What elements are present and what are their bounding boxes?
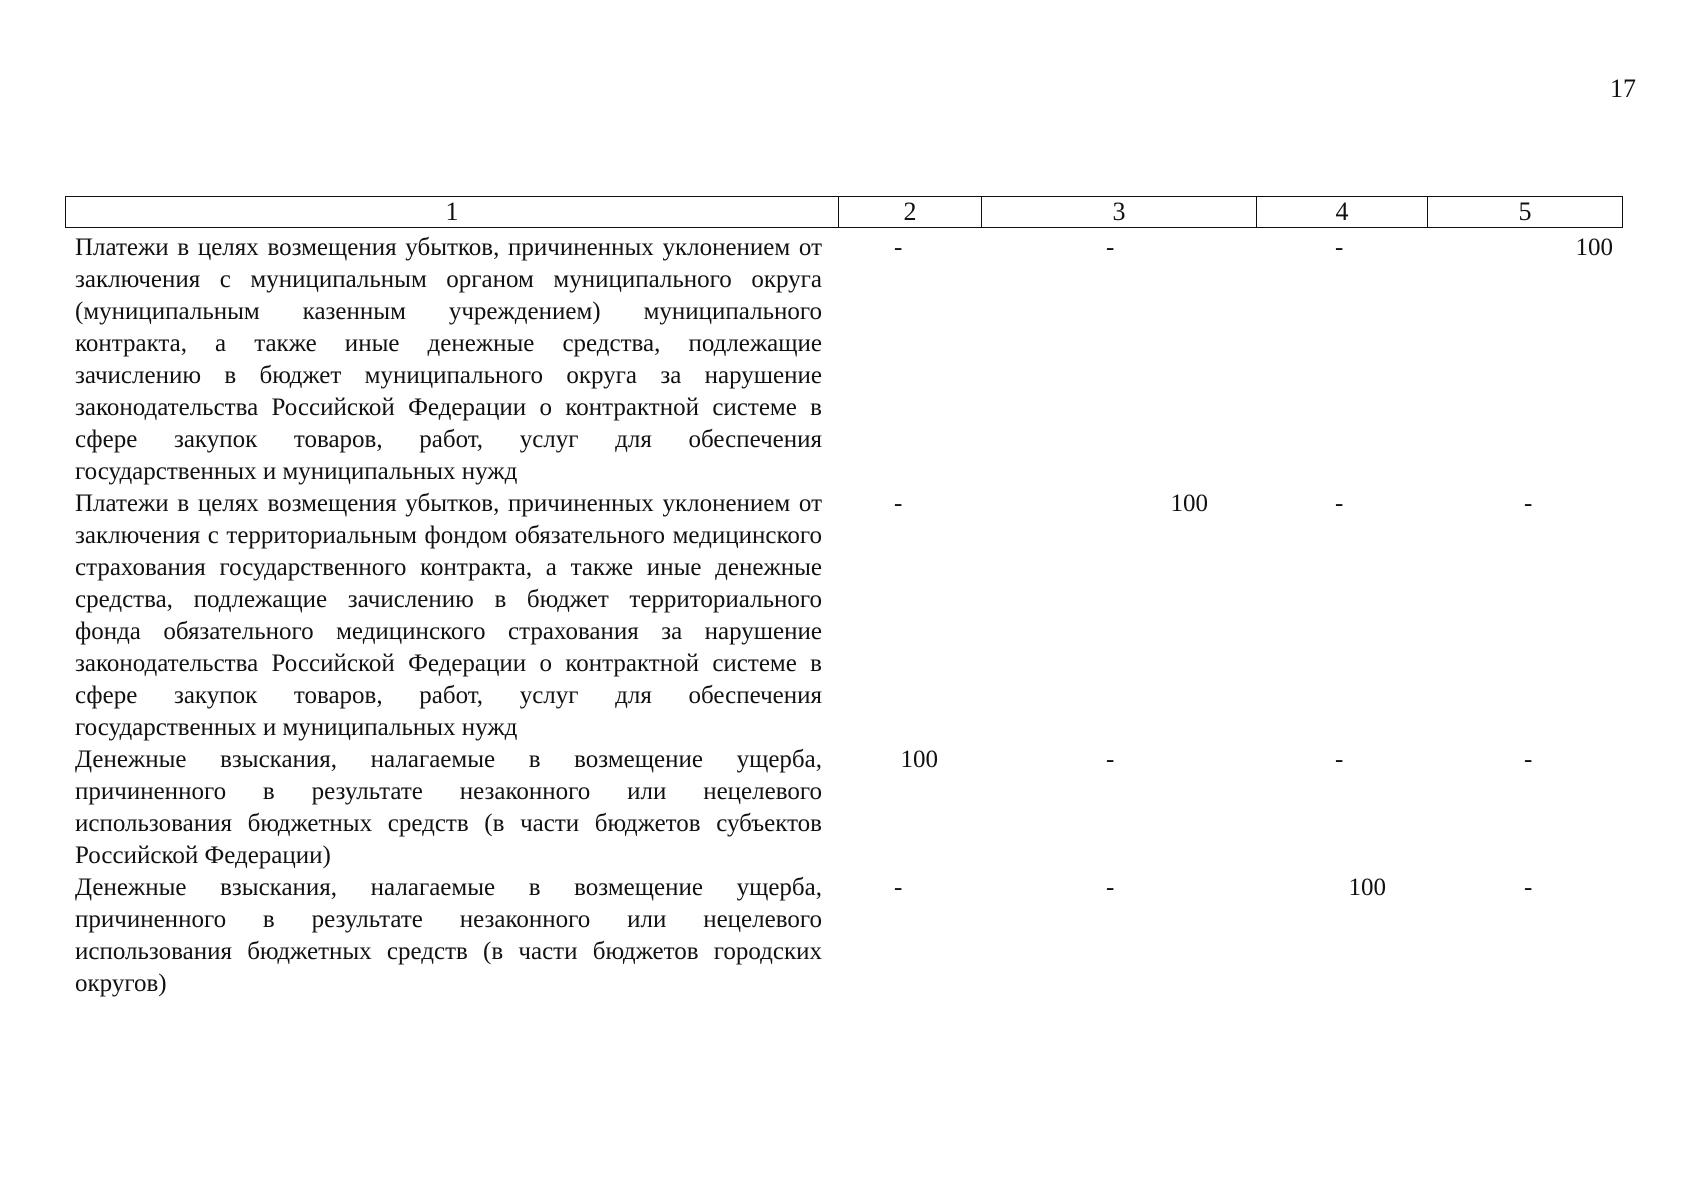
row-description: Платежи в целях возмещения убытков, причиненных уклонением от заключения с территориальным фондом обязательного медицинского страхования государственного контракта, а также иные денежные средства, подлежащие зачислению в бюджет территориального фонда обязательного медицинского страхования за нарушение законодательства Российской Федерации о контрактной системе в сфере закупок товаров, работ, услуг для обеспечения государственных и муниципальных нужд [75, 490, 822, 741]
row-cell-col4: - [1335, 234, 1344, 261]
header-cell-2: 2 [838, 197, 981, 227]
header-cell-5: 5 [1427, 197, 1622, 227]
row-cell-col5: - [1524, 746, 1533, 773]
row-cell-col5: 100 [1575, 234, 1613, 261]
row-cell-col2: - [894, 490, 903, 517]
row-cell-col5: - [1524, 490, 1533, 517]
table-row [65, 488, 1623, 744]
page-number: 17 [1610, 74, 1636, 103]
row-cell-col5: - [1524, 874, 1533, 901]
row-cell-col2: - [894, 874, 903, 901]
row-cell-col3: - [1106, 746, 1115, 773]
table-row [65, 744, 1623, 872]
row-cell-col4: - [1335, 746, 1344, 773]
table-row [65, 232, 1623, 488]
header-cell-1: 1 [445, 197, 459, 226]
table-row [65, 872, 1623, 1000]
row-cell-col3: - [1106, 874, 1115, 901]
row-description: Платежи в целях возмещения убытков, причиненных уклонением от заключения с муниципальным органом муниципального округа (муниципальным казенным учреждением) муниципального контракта, а также иные денежные средства, подлежащие зачислению в бюджет муниципального округа за нарушение законодательства Российской Федерации о контрактной системе в сфере закупок товаров, работ, услуг для обеспечения государственных и муниципальных нужд [75, 234, 822, 485]
row-description: Денежные взыскания, налагаемые в возмещение ущерба, причиненного в результате незаконного или нецелевого использования бюджетных средств (в части бюджетов субъектов Российской Федерации) [75, 746, 822, 869]
row-cell-col4: - [1335, 490, 1344, 517]
row-cell-col2: - [894, 234, 903, 261]
row-cell-col3: - [1106, 234, 1115, 261]
row-cell-col2: 100 [900, 746, 938, 773]
header-cell-4: 4 [1256, 197, 1427, 227]
row-cell-col3: 100 [1170, 490, 1208, 517]
row-description: Денежные взыскания, налагаемые в возмещение ущерба, причиненного в результате незаконного или нецелевого использования бюджетных средств (в части бюджетов городских округов) [75, 874, 822, 997]
table-header [65, 196, 1623, 228]
header-cell-3: 3 [981, 197, 1256, 227]
row-cell-col4: 100 [1348, 874, 1386, 901]
table-body [65, 232, 1623, 1000]
